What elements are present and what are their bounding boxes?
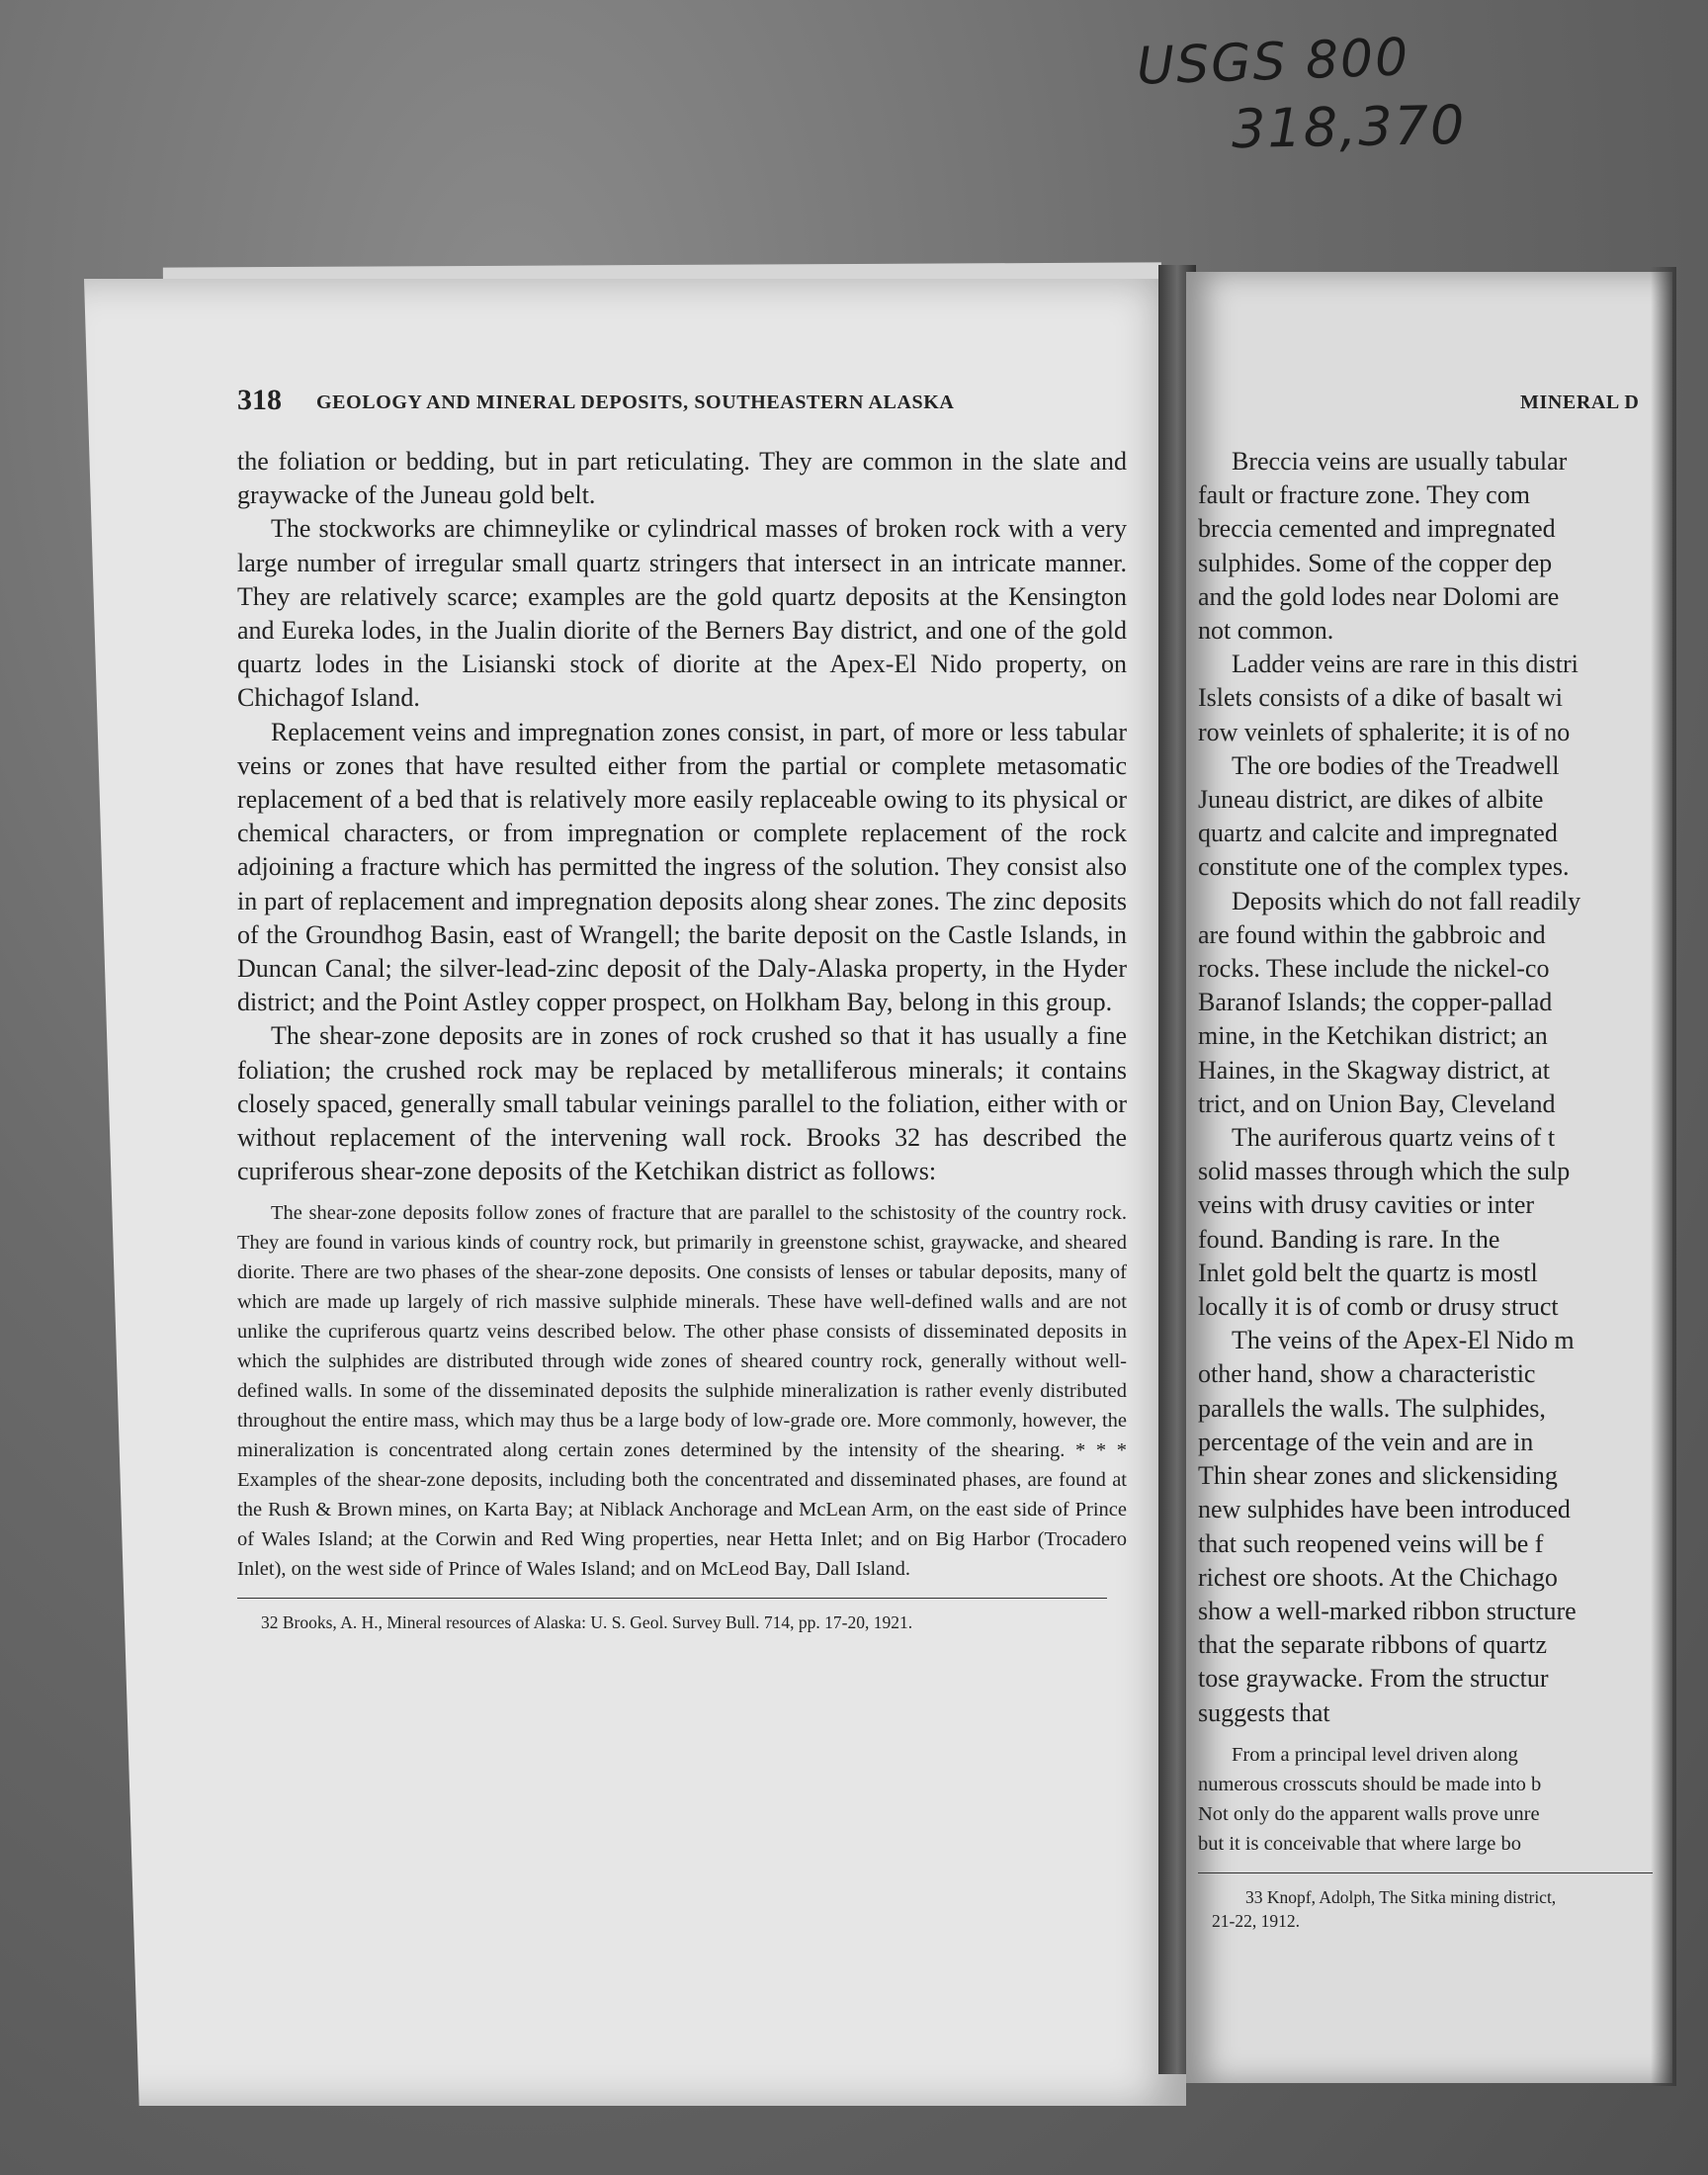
text-line: The auriferous quartz veins of t [1232,1123,1556,1153]
text-line: The ore bodies of the Treadwell [1232,750,1560,780]
text-line: Juneau district, are dikes of albite [1198,785,1544,815]
right-body-text [1198,445,1663,1730]
text-line: and the gold lodes near Dolomi are [1198,581,1560,611]
annotation-line-1: USGS 800 [1136,28,1411,97]
left-page [237,376,1127,1634]
text-line: Not only do the apparent walls prove unre [1198,1802,1540,1825]
text-line: show a well-marked ribbon structure [1198,1596,1577,1625]
text-line: Baranof Islands; the copper-pallad [1198,988,1553,1017]
running-head-title: MINERAL D [1520,392,1640,413]
text-line: 33 Knopf, Adolph, The Sitka mining district, [1245,1886,1557,1907]
text-line: mine, in the Ketchikan district; an [1198,1021,1548,1051]
text-line: found. Banding is rare. In the [1198,1224,1500,1254]
text-line: that the separate ribbons of quartz [1198,1630,1548,1660]
text-line: tose graywacke. From the structur [1198,1664,1549,1694]
text-line: richest ore shoots. At the Chichago [1198,1562,1558,1592]
page-number: 318 [237,384,282,416]
paragraph: The shear-zone deposits are in zones of rock crushed so that it has usually a fine foliation; the crushed rock may be replaced by metalliferous minerals; it contains closely spaced, generally small tabular veinings parallel to the foliation, either with or without replacement of the intervening wall rock. Brooks 32 has described the cupriferous shear-zone deposits of the Ketchikan district as follows: [237,1021,1127,1186]
left-running-head [237,376,1127,421]
text-line: quartz and calcite and impregnated [1198,819,1558,848]
text-line: rocks. These include the nickel-co [1198,954,1550,984]
text-line: percentage of the vein and are in [1198,1427,1534,1456]
text-line: fault or fracture zone. They com [1198,480,1530,510]
text-line: parallels the walls. The sulphides, [1198,1393,1546,1423]
footnote: 32 Brooks, A. H., Mineral resources of Alaska: U. S. Geol. Survey Bull. 714, pp. 17-20, 1921. [261,1612,913,1633]
text-line: new sulphides have been introduced [1198,1495,1571,1524]
annotation-line-2: 318,370 [1231,93,1467,161]
text-line: solid masses through which the sulp [1198,1157,1571,1186]
right-block-quote [1198,1740,1663,1859]
text-line: but it is conceivable that where large bo [1198,1832,1521,1855]
text-line: not common. [1198,616,1334,646]
quote-text: The shear-zone deposits follow zones of fracture that are parallel to the schistosity of the country rock. They are found in various kinds of country rock, but primarily in greenstone schist, graywacke, and sheared diorite. There are two phases of the shear-zone deposits. One consists of lenses or tabular deposits, many of which are made up largely of rich massive sulphide minerals. These have well-defined walls and are not unlike the cupriferous quartz veins described below. The other phase consists of disseminated deposits in which the sulphides are distributed through wide zones of sheared country rock, generally without well-defined walls. In some of the disseminated deposits the sulphide mineralization is rather evenly distributed throughout the entire mass, which may thus be a large body of low-grade ore. More commonly, however, the mineralization is concentrated along certain zones determined by the intensity of the shearing. * * * Examples of the shear-zone deposits, including both the concentrated and disseminated phases, are found at the Rush & Brown mines, on Karta Bay; at Niblack Anchorage and McLean Arm, on the east side of Prince of Wales Island; at the Corwin and Red Wing properties, near Hetta Inlet; and on Big Harbor (Trocadero Inlet), on the west side of Prince of Wales Island; and on McLeod Bay, Dall Island. [237,1202,1127,1581]
text-line: Islets consists of a dike of basalt wi [1198,683,1563,713]
text-line: From a principal level driven along [1232,1743,1518,1766]
text-line: row veinlets of sphalerite; it is of no [1198,717,1571,746]
running-head-title: GEOLOGY AND MINERAL DEPOSITS, SOUTHEASTERN ALASKA [316,392,955,413]
footnote-rule [1198,1872,1653,1873]
paragraph: Replacement veins and impregnation zones consist, in part, of more or less tabular veins or zones that have resulted either from the partial or complete metasomatic replacement of a bed that is relatively more easily replaceable owing to its physical or chemical characters, or from impregnation or complete replacement of the rock adjoining a fracture which has permitted the ingress of the solution. They consist also in part of replacement and impregnation deposits along shear zones. The zinc deposits of the Groundhog Basin, east of Wrangell; the barite deposit on the Castle Islands, in Duncan Canal; the silver-lead-zinc deposit of the Daly-Alaska property, in the Hyder district; and the Point Astley copper prospect, on Holkham Bay, belong in this group. [237,717,1127,1017]
text-line: numerous crosscuts should be made into b [1198,1773,1542,1795]
text-line: constitute one of the complex types. [1198,852,1570,882]
paragraph: the foliation or bedding, but in part reticulating. They are common in the slate and graywacke of the Juneau gold belt. [237,447,1127,510]
text-line: trict, and on Union Bay, Cleveland [1198,1088,1556,1118]
text-line: other hand, show a characteristic [1198,1359,1536,1389]
handwritten-annotation [1137,25,1552,163]
text-line: locally it is of comb or drusy struct [1198,1292,1559,1322]
right-page [1198,376,1663,1933]
text-line: Haines, in the Skagway district, at [1198,1055,1550,1085]
text-line: are found within the gabbroic and [1198,919,1546,949]
block-quote [237,1198,1127,1584]
left-body-text [237,445,1127,1188]
right-running-head [1198,376,1663,421]
text-line: Thin shear zones and slickensiding [1198,1461,1558,1491]
text-line: veins with drusy cavities or inter [1198,1190,1535,1220]
text-line: sulphides. Some of the copper dep [1198,548,1553,577]
text-line: Deposits which do not fall readily [1232,886,1581,915]
text-line: that such reopened veins will be f [1198,1528,1544,1558]
text-line: Ladder veins are rare in this distri [1232,650,1579,679]
text-line: The veins of the Apex-El Nido m [1232,1326,1575,1355]
text-line: Breccia veins are usually tabular [1232,447,1568,476]
text-line: breccia cemented and impregnated [1198,514,1556,544]
text-line: 21-22, 1912. [1212,1910,1300,1931]
paragraph: The stockworks are chimneylike or cylindrical masses of broken rock with a very large number of irregular small quartz stringers that intersect in an intricate manner. They are relatively scarce; examples are the gold quartz deposits at the Kensington and Eureka lodes, in the Jualin diorite of the Berners Bay district, and one of the gold quartz lodes in the Lisianski stock of diorite at the Apex-El Nido property, on Chichagof Island. [237,514,1127,713]
text-line: suggests that [1198,1697,1330,1727]
text-line: Inlet gold belt the quartz is mostl [1198,1258,1538,1287]
right-footnote [1198,1885,1663,1933]
footnote-rule [237,1598,1107,1599]
